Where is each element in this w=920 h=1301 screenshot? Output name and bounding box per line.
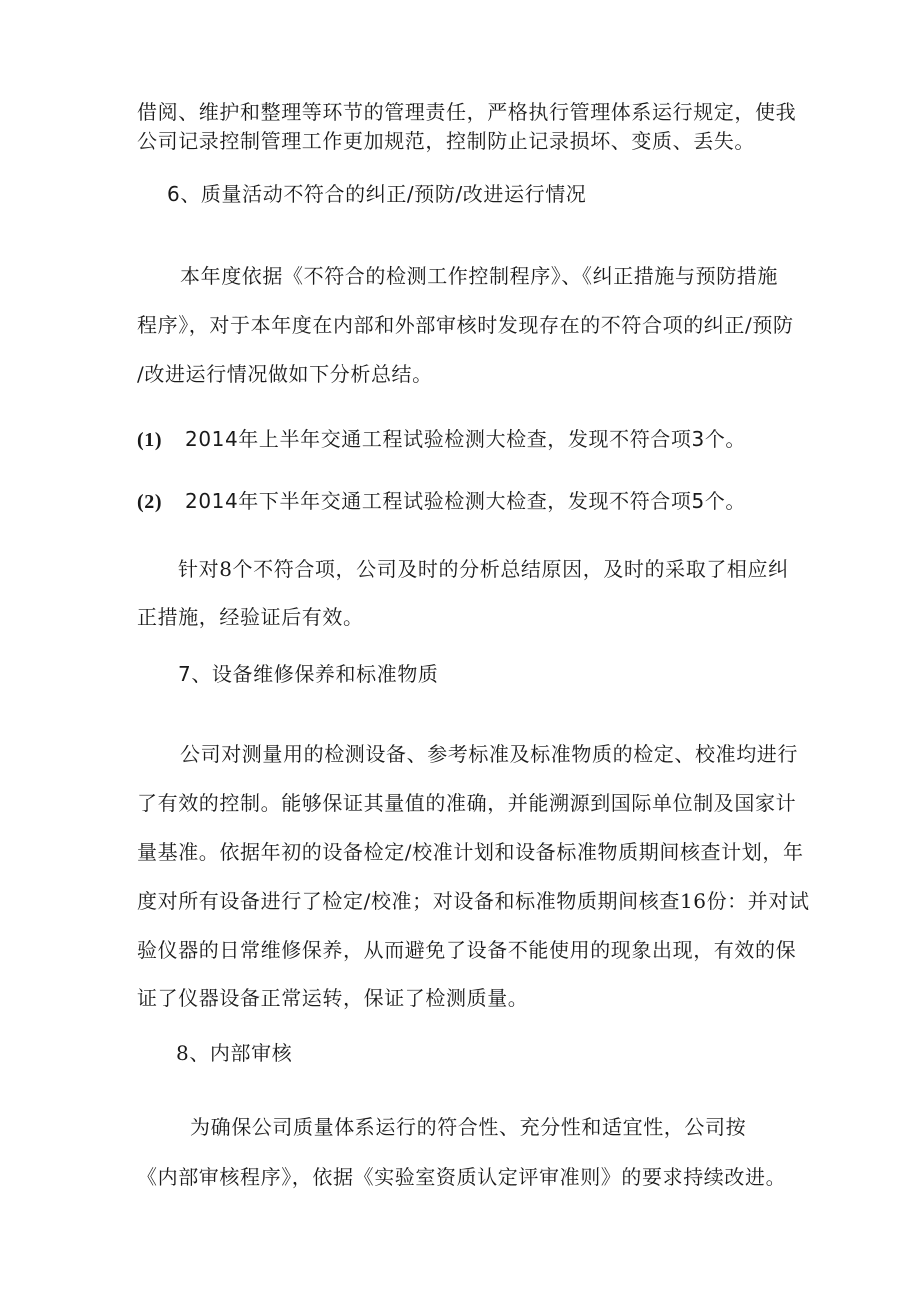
list-item-2 <box>137 487 746 516</box>
section-7-line-3: 量基准。依据年初的设备检定/校准计划和设备标准物质期间核查计划，年 <box>137 840 804 864</box>
list-item-1 <box>137 425 746 454</box>
section-6-heading: 6、质量活动不符合的纠正/预防/改进运行情况 <box>167 182 587 206</box>
section-7-heading: 7、设备维修保养和标准物质 <box>178 662 439 686</box>
intro-line-2: 公司记录控制管理工作更加规范，控制防止记录损坏、变质、丢失。 <box>137 129 755 153</box>
section-6-summary-line-1: 针对8个不符合项，公司及时的分析总结原因，及时的采取了相应纠 <box>178 557 789 581</box>
list-item-1-number: (1) <box>137 429 163 451</box>
list-item-2-number: (2) <box>137 491 163 513</box>
section-7-line-1: 公司对测量用的检测设备、参考标准及标准物质的检定、校准均进行 <box>180 742 798 766</box>
intro-line-1: 借阅、维护和整理等环节的管理责任，严格执行管理体系运行规定，使我 <box>137 100 797 124</box>
list-item-2-text: 2014年下半年交通工程试验检测大检查，发现不符合项5个。 <box>185 489 747 513</box>
list-item-1-text: 2014年上半年交通工程试验检测大检查，发现不符合项3个。 <box>185 427 747 451</box>
section-8-line-2: 《内部审核程序》，依据《实验室资质认定评审准则》的要求持续改进。 <box>137 1165 787 1189</box>
section-7-line-5: 验仪器的日常维修保养，从而避免了设备不能使用的现象出现，有效的保 <box>137 938 797 962</box>
section-7-line-6: 证了仪器设备正常运转，保证了检测质量。 <box>137 986 529 1010</box>
section-7-line-4: 度对所有设备进行了检定/校准；对设备和标准物质期间核查16份：并对试 <box>137 889 810 913</box>
section-6-paragraph-line-3: /改进运行情况做如下分析总结。 <box>137 362 433 386</box>
section-7-line-2: 了有效的控制。能够保证其量值的准确，并能溯源到国际单位制及国家计 <box>137 791 797 815</box>
section-6-paragraph-line-1: 本年度依据《不符合的检测工作控制程序》、《纠正措施与预防措施 <box>180 264 778 288</box>
section-8-line-1: 为确保公司质量体系运行的符合性、充分性和适宜性，公司按 <box>190 1115 747 1139</box>
section-6-paragraph-line-2: 程序》，对于本年度在内部和外部审核时发现存在的不符合项的纠正/预防 <box>137 313 794 337</box>
section-8-heading: 8、内部审核 <box>176 1041 293 1065</box>
section-6-summary-line-2: 正措施，经验证后有效。 <box>137 605 364 629</box>
